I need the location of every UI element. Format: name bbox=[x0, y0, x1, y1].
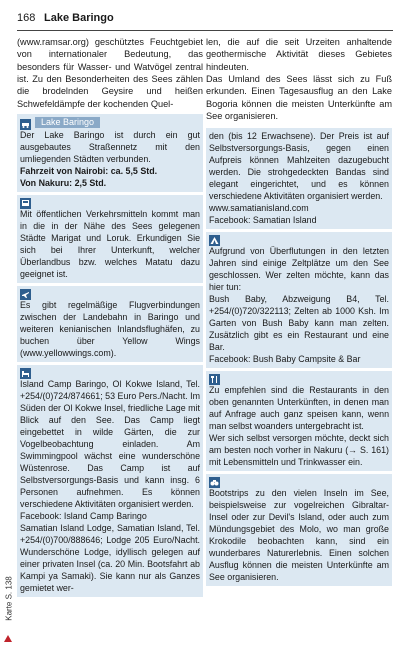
travel-time-nakuru: Von Nakuru: 2,5 Std. bbox=[20, 178, 107, 189]
bus-icon bbox=[20, 196, 31, 207]
box-text: Mit öffentlichen Verkehrsmitteln kommt man in die in der Nähe des Sees gelegenen Städte Marigat und Loruk. Erkundigen Sie sich bei Ihrer Unterkunft, welcher Überlandbus bzw. welches Matatu dazu geeignet ist. bbox=[20, 209, 200, 280]
intro-paragraph: (www.ramsar.org) geschütztes Feuchtgebiet von internationaler Bedeutung, das besonders für Wasser- und Watvögel zentral ist. Zu den Besonderheiten des Sees zählen die brodelnden Geysire und heißen Schwefeldämpfe der kochenden Quel- bbox=[17, 37, 203, 109]
box-text: den (bis 12 Erwachsene). Der Preis ist auf Selbstversorgungs-Basis, gegen einen Aufpreis können Mahlzeiten dazugebucht werden. Die strohgedeckten Bandas sind elegant eingerichtet, und es können verschiedene Aktivitäten organisiert werden. bbox=[209, 131, 389, 202]
box-text: Bootstrips zu den vielen Inseln im See, beispielsweise zur vogelreichen Gibraltar-Insel oder zur Devil's Island, oder auch zum Mündungsgebiet des Molo, wo man große Krokodile beobachten kann, sind ein wunderbares Naturerlebnis. Einen solchen Ausflug können die meisten Unterkünfte am See organisieren. bbox=[209, 488, 389, 583]
tent-icon bbox=[209, 233, 220, 244]
box-text: Der Lake Baringo ist durch ein gut ausgebautes Straßennetz mit den umliegenden Städten verbunden. bbox=[20, 130, 200, 165]
box-text: Zu empfehlen sind die Restaurants in den oben genannten Unterkünften, in denen man auf Anfrage auch ganz speisen kann, wenn man selbst woanders untergebracht ist. bbox=[209, 385, 389, 432]
right-column bbox=[206, 36, 392, 586]
box-text: Facebook: Island Camp Baringo bbox=[20, 511, 147, 522]
intro-paragraph: len, die auf die seit Urzeiten anhaltende geothermische Aktivität dieses Gebietes hindeuten. bbox=[206, 37, 392, 72]
info-box bbox=[17, 114, 203, 597]
box-text: www.samatianisland.com bbox=[209, 203, 309, 214]
page-number: 168 bbox=[17, 12, 36, 24]
box-label: Lake Baringo bbox=[35, 117, 100, 128]
page-title: Lake Baringo bbox=[44, 12, 114, 24]
box-text: Island Camp Baringo, Ol Kokwe Island, Tel. +254/(0)724/874661; 53 Euro Pers./Nacht. Im Süden der Ol Kokwe Insel, friedliche Lage mit Blick auf den See. Das Camp liegt eingebettet in wilde Gärten, die zur Vogelbeobachtung einladen. Am Swimmingpool wächst eine wunderschöne Wüstenrose. Das Camp ist auf Selbstversorgungs-Basis und kann insg. 6 Personen aufnehmen. Es können verschiedene Aktivitäten organisiert werden. bbox=[20, 379, 200, 510]
info-box bbox=[206, 128, 392, 586]
box-text: Aufgrund von Überflutungen in den letzten Jahren sind einige Zeltplätze um den See geschlossen. Wer zelten möchte, kann das hier tun: bbox=[209, 246, 389, 293]
plane-icon bbox=[20, 287, 31, 298]
travel-time-nairobi: Fahrzeit von Nairobi: ca. 5,5 Std. bbox=[20, 166, 158, 177]
car-icon bbox=[20, 117, 31, 128]
intro-paragraph: Das Umland des Sees lässt sich zu Fuß erkunden. Einen Tagesausflug an den Lake Bogoria können die meisten Unterkünfte am See organisieren. bbox=[206, 74, 392, 122]
page-header bbox=[17, 8, 393, 31]
box-text: Facebook: Samatian Island bbox=[209, 215, 317, 226]
bed-icon bbox=[20, 366, 31, 377]
left-column bbox=[17, 36, 203, 597]
map-reference bbox=[2, 566, 14, 642]
box-text: Bush Baby, Abzweigung B4, Tel. +254/(0)720/322113; Zelten ab 1000 Ksh. Im Garten von Bush Baby kann man zelten. Zusätzlich gibt es ein Restaurant und eine Bar. bbox=[209, 294, 389, 353]
box-text: Samatian Island Lodge, Samatian Island, Tel. +254/(0)700/888646; Lodge 205 Euro/Nacht. Wunderschöne Lodge, idyllisch gelegen auf einer privaten Insel (ca. 20 Min. Bootsfahrt ab Kampi ya Samaki). Sie kann nur als Ganzes gemietet wer- bbox=[20, 523, 200, 594]
map-reference-label: Karte S. 138 bbox=[4, 576, 14, 621]
arrow-icon bbox=[4, 635, 12, 642]
box-text: Wer sich selbst versorgen möchte, deckt sich am besten noch vorher in Nakuru (→ S. 161) mit Lebensmitteln und Trinkwasser ein. bbox=[209, 433, 389, 468]
box-text: Facebook: Bush Baby Campsite & Bar bbox=[209, 354, 361, 365]
binoculars-icon bbox=[209, 475, 220, 486]
box-text: Es gibt regelmäßige Flugverbindungen zwischen der Landebahn in Baringo und weiteren kenianischen Inlandsflughäfen, zu buchen über Yellow Wings (www.yellowwings.com). bbox=[20, 300, 200, 359]
cutlery-icon bbox=[209, 372, 220, 383]
